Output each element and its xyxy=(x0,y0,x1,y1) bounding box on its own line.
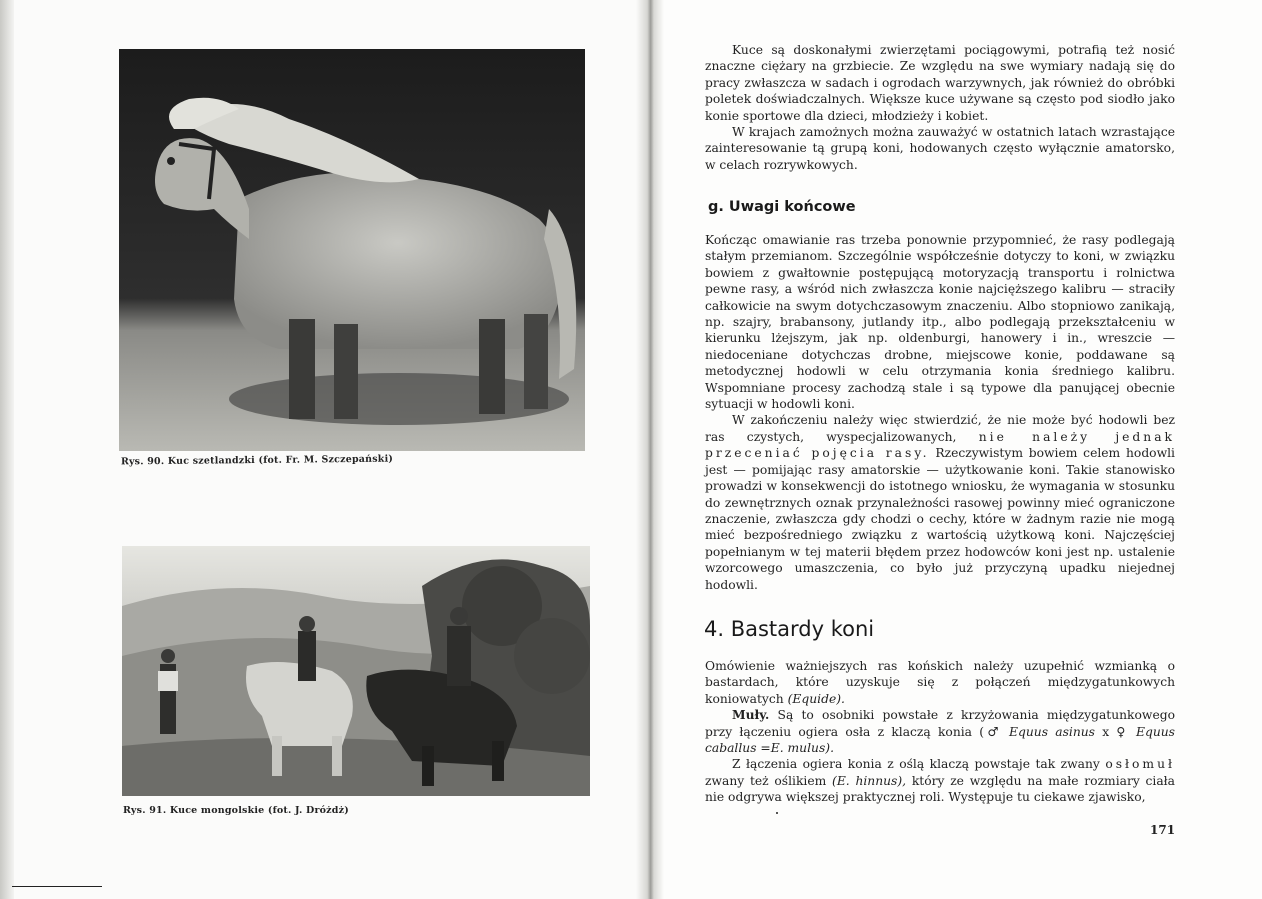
paragraph xyxy=(705,412,1175,592)
book-gutter xyxy=(636,0,664,899)
text-run: Są to osobniki powstałe z krzyżowania międzygatunkowego przy łączeniu ogiera osła z klaczą konia (♂ xyxy=(705,708,1175,739)
italic-run: (E. hinnus), xyxy=(832,773,907,788)
figure-mongolian-ponies-photo xyxy=(122,546,590,796)
section-4-body xyxy=(705,658,1175,806)
paragraph xyxy=(705,756,1175,805)
paragraph xyxy=(705,658,1175,707)
text-run: Z łączenia ogiera konia z oślą klaczą powstaje tak zwany xyxy=(732,757,1100,772)
scan-speck xyxy=(776,812,778,814)
section-heading-g: g. Uwagi końcowe xyxy=(708,199,856,215)
scan-artifact-line xyxy=(12,886,102,887)
paragraph: W krajach zamożnych można zauważyć w ostatnich latach wzrastające zainteresowanie tą grupą koni, hodowanych często wyłącznie amatorsko, w celach rozrywkowych. xyxy=(705,125,1175,172)
intro-paragraphs xyxy=(705,42,1175,173)
left-page-edge xyxy=(0,0,14,899)
page-number: 171 xyxy=(1150,823,1176,837)
figure-91-caption: Rys. 91. Kuce mongolskie (fot. J. Dróżdż) xyxy=(123,805,349,816)
shetland-pony-illustration xyxy=(119,49,585,451)
italic-run: Equus asinus xyxy=(1009,724,1095,739)
text-run: Omówienie ważniejszych ras końskich należy uzupełnić wzmianką o bastardach, które uzyskuje się z połączeń międzygatunkowych koniowatych xyxy=(705,659,1175,706)
text-run: Rzeczywistym bowiem celem hodowli jest — pomijając rasy amatorskie — użytkowanie koni. Takie stanowisko prowadzi w konsekwencji do istotnego wniosku, że wymagania w stosunku do zewnętrznych oznak przynależności rasowej powinny mieć ograniczone znaczenie, zwłaszcza gdy chodzi o cechy, które w żadnym razie nie mogą mieć bezpośredniego związku z wartością użytkową koni. Najczęściej popełnianym w tej materii błędem przez hodowców koni jest np. ustalenie wzorcowego umaszczenia, co było już przyczyną upadku niejednej hodowli. xyxy=(705,446,1175,592)
italic-run: (Equide). xyxy=(787,691,845,706)
text-run: który ze względu na małe rozmiary ciała nie odgrywa większej praktycznej roli. Występuje tu ciekawe zjawisko, xyxy=(705,773,1175,805)
spaced-emphasis: osłomuł xyxy=(1105,757,1175,772)
text-run: W zakończeniu należy więc stwierdzić, że nie może być hodowli bez ras czystych, wyspecjalizowanych, xyxy=(705,413,1175,444)
text-run: zwany też oślikiem xyxy=(705,773,827,788)
bold-run: Muły. xyxy=(732,707,770,723)
section-heading-4: 4. Bastardy koni xyxy=(704,617,875,641)
paragraph: Kończąc omawianie ras trzeba ponownie przypomnieć, że rasy podlegają stałym przemianom. Szczególnie współcześnie dotyczy to koni, w związku bowiem z gwałtownie postępującą motoryzacją transportu i rolnictwa pewne rasy, a wśród nich zwłaszcza konie najcięższego kalibru — straciły całkowicie na swym dotychczasowym znaczeniu. Albo stopniowo zanikają, np. szajry, brabansony, jutlandy itp., albo podlegają przekształceniu w kierunku lżejszym, jak np. oldenburgi, hanowery i in., wreszcie — niedoceniane dotychczas drobne, miejscowe konie, poddawane są metodycznej hodowli w celu otrzymania konia średniego kalibru. Wspomniane procesy zachodzą stale i są typowe dla panującej obecnie sytuacji w hodowli koni. xyxy=(705,233,1175,412)
italic-run: Equus caballus =E. mulus). xyxy=(705,724,1175,756)
mongolian-ponies-illustration xyxy=(122,546,590,796)
section-g-body xyxy=(705,232,1175,593)
spaced-emphasis: nie należy jednak przeceniać pojęcia rasy. xyxy=(705,429,1175,461)
paragraph xyxy=(705,707,1175,756)
figure-shetland-pony-photo xyxy=(119,49,585,451)
figure-90-caption: Rys. 90. Kuc szetlandzki (fot. Fr. M. Szczepański) xyxy=(120,453,394,468)
paragraph: Kuce są doskonałymi zwierzętami pociągowymi, potrafią też nosić znaczne ciężary na grzbiecie. Ze względu na swe wymiary nadają się do pracy zwłaszcza w sadach i ogrodach warzywnych, jak również do obróbki poletek doświadczalnych. Większe kuce używane są często pod siodło jako konie sportowe dla dzieci, młodzieży i kobiet. xyxy=(705,43,1175,123)
text-run: x ♀ xyxy=(1102,724,1129,739)
